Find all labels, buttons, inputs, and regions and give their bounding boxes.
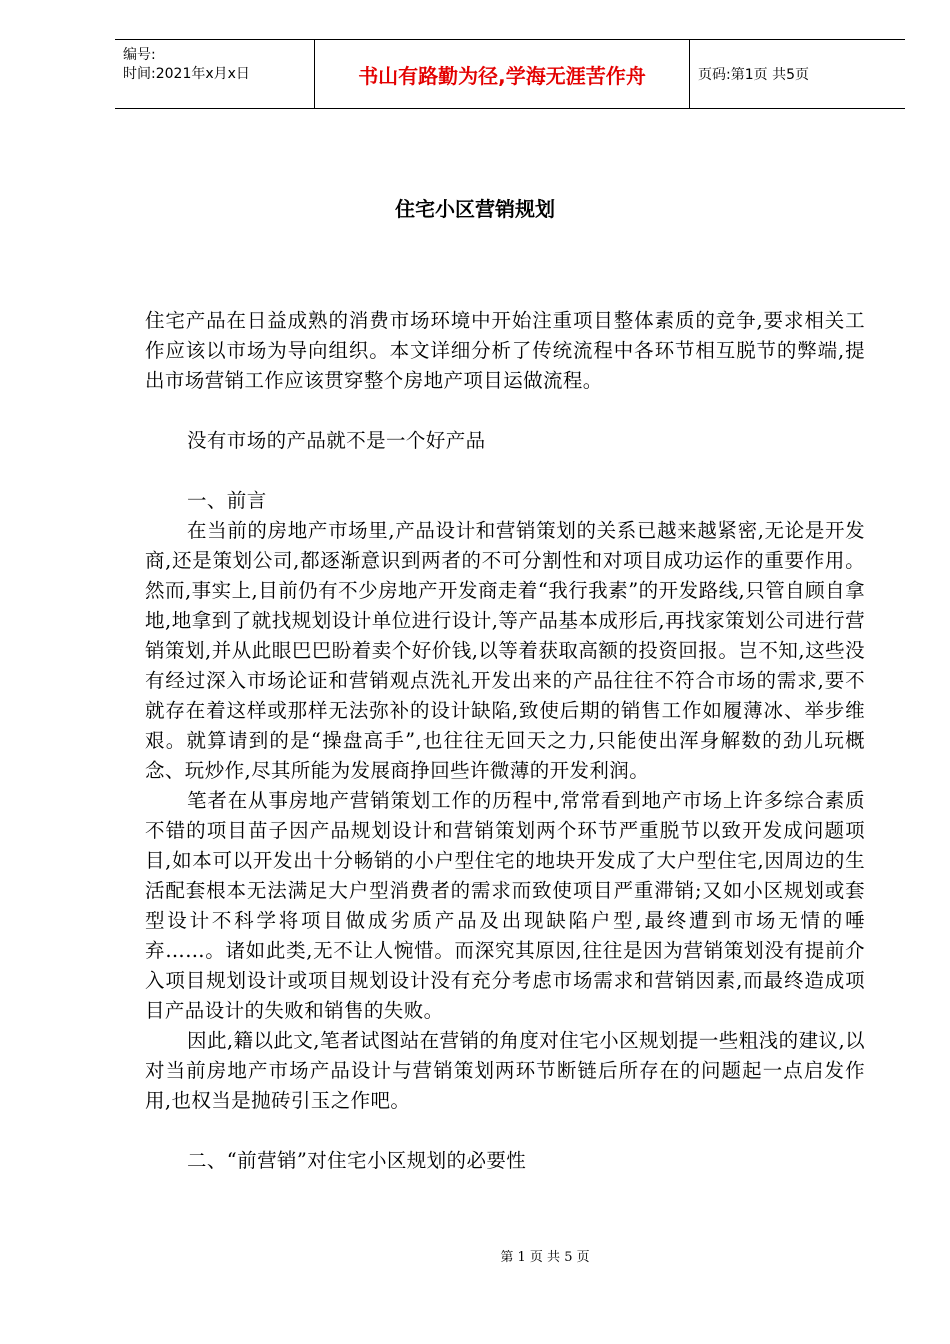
document-title: 住宅小区营销规划 <box>395 197 555 221</box>
section-heading-necessity: 二、“前营销”对住宅小区规划的必要性 <box>187 1149 527 1172</box>
tagline: 没有市场的产品就不是一个好产品 <box>187 429 486 452</box>
abstract-paragraph: 住宅产品在日益成熟的消费市场环境中开始注重项目整体素质的竞争,要求相关工作应该以市场为导向组织。本文详细分析了传统流程中各环节相互脱节的弊端,提出市场营销工作应该贯穿整个房地产项目运做流程。 <box>145 309 865 392</box>
document-number-label: 编号: <box>123 47 156 63</box>
header-page-number: 页码:第1页 共5页 <box>698 67 809 83</box>
page-header <box>115 39 905 109</box>
header-meta <box>115 40 315 108</box>
section-heading-preface: 一、前言 <box>187 489 267 512</box>
document-body <box>145 306 865 1176</box>
header-motto: 书山有路勤为径,学海无涯苦作舟 <box>315 40 690 108</box>
body-paragraph: 在当前的房地产市场里,产品设计和营销策划的关系已越来越紧密,无论是开发商,还是策划公司,都逐渐意识到两者的不可分割性和对项目成功运作的重要作用。然而,事实上,目前仍有不少房地产开发商走着“我行我素”的开发路线,只管自顾自拿地,地拿到了就找规划设计单位进行设计,等产品基本成形后,再找家策划公司进行营销策划,并从此眼巴巴盼着卖个好价钱,以等着获取高额的投资回报。岂不知,这些没有经过深入市场论证和营销观点洗礼开发出来的产品往往不符合市场的需求,要不就存在着这样或那样无法弥补的设计缺陷,致使后期的销售工作如履薄冰、举步维艰。就算请到的是“操盘高手”,也往往无回天之力,只能使出浑身解数的劲儿玩概念、玩炒作,尽其所能为发展商挣回些许微薄的开发利润。 <box>145 519 865 782</box>
body-paragraph: 因此,籍以此文,笔者试图站在营销的角度对住宅小区规划提一些粗浅的建议,以对当前房地产市场产品设计与营销策划两环节断链后所存在的问题起一点启发作用,也权当是抛砖引玉之作吧。 <box>145 1029 865 1112</box>
page-footer: 第 1 页 共 5 页 <box>500 1250 590 1265</box>
document-time-label: 时间:2021年x月x日 <box>123 66 250 82</box>
body-paragraph: 笔者在从事房地产营销策划工作的历程中,常常看到地产市场上许多综合素质不错的项目苗子因产品规划设计和营销策划两个环节严重脱节以致开发成问题项目,如本可以开发出十分畅销的小户型住宅的地块开发成了大户型住宅,因周边的生活配套根本无法满足大户型消费者的需求而致使项目严重滞销;又如小区规划或套型设计不科学将项目做成劣质产品及出现缺陷户型,最终遭到市场无情的唾弃……。诸如此类,无不让人惋惜。而深究其原因,往往是因为营销策划没有提前介入项目规划设计或项目规划设计没有充分考虑市场需求和营销因素,而最终造成项目产品设计的失败和销售的失败。 <box>145 789 865 1022</box>
